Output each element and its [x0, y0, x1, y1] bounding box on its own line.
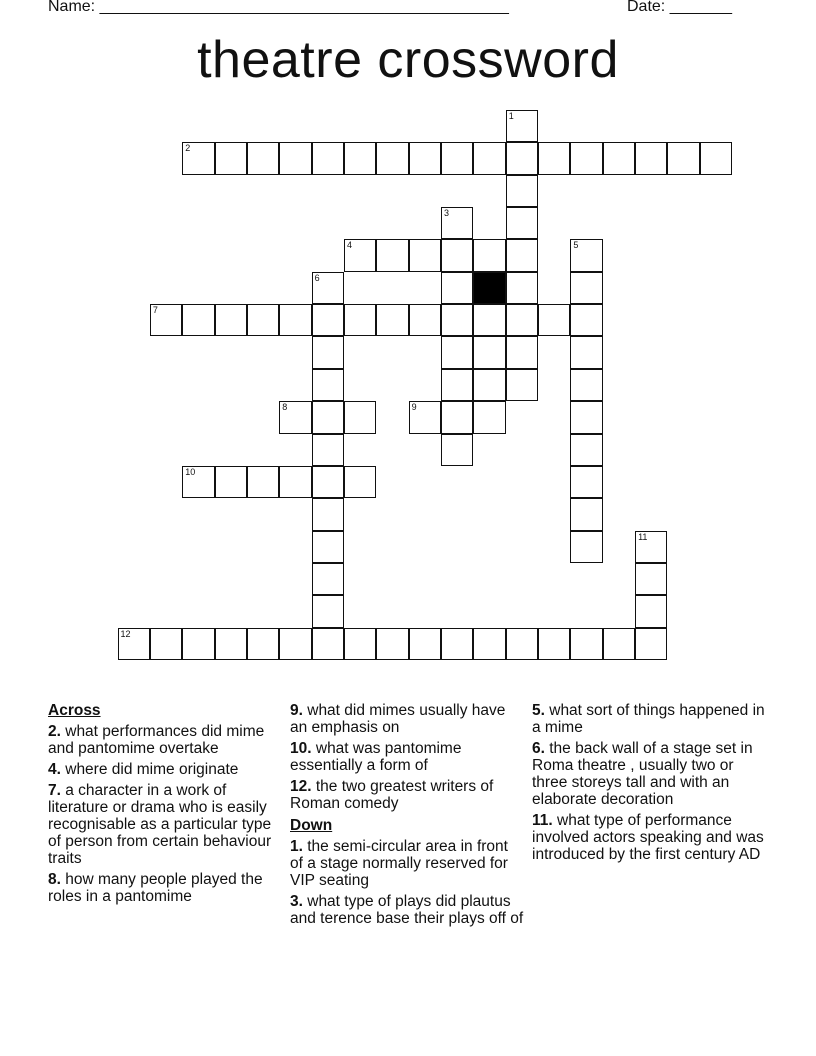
grid-cell[interactable] — [506, 175, 538, 207]
grid-cell[interactable] — [603, 142, 635, 174]
clue-down-6: 6. the back wall of a stage set in Roma theatre , usually two or three storeys tall and with an elaborate decoration — [532, 740, 753, 808]
grid-cell[interactable] — [506, 207, 538, 239]
grid-cell[interactable] — [312, 563, 344, 595]
grid-cell[interactable] — [376, 239, 408, 271]
grid-cell[interactable] — [506, 142, 538, 174]
grid-cell[interactable] — [312, 272, 344, 304]
grid-cell[interactable] — [344, 142, 376, 174]
clue-number: 5 — [573, 240, 579, 251]
clue-number: 11 — [638, 531, 648, 542]
grid-cell[interactable] — [570, 466, 602, 498]
clue-number: 9 — [411, 402, 417, 413]
grid-cell[interactable] — [344, 401, 376, 433]
clue-across-7: 7. a character in a work of literature or drama who is easily recognisable as a particular type of person from certain behaviour traits — [48, 782, 272, 867]
clue-number: 2 — [185, 143, 191, 154]
grid-cell[interactable] — [473, 336, 505, 368]
grid-cell[interactable] — [118, 628, 150, 660]
grid-cell[interactable] — [473, 401, 505, 433]
grid-cell[interactable] — [409, 304, 441, 336]
grid-cell[interactable] — [182, 466, 214, 498]
grid-cell[interactable] — [570, 531, 602, 563]
grid-cell[interactable] — [441, 239, 473, 271]
grid-cell[interactable] — [344, 239, 376, 271]
grid-cell[interactable] — [182, 304, 214, 336]
clue-column-3 — [532, 700, 772, 863]
clue-column-1 — [48, 700, 283, 905]
grid-cell[interactable] — [473, 628, 505, 660]
grid-cell[interactable] — [279, 628, 311, 660]
grid-cell[interactable] — [409, 628, 441, 660]
grid-cell[interactable] — [441, 272, 473, 304]
clue-across-2: 2. what performances did mime and pantomime overtake — [48, 723, 265, 757]
grid-cell[interactable] — [441, 142, 473, 174]
black-cell — [473, 272, 505, 304]
clue-number: 12 — [120, 628, 131, 639]
grid-cell[interactable] — [312, 628, 344, 660]
grid-cell[interactable] — [473, 304, 505, 336]
grid-cell[interactable] — [570, 369, 602, 401]
grid-cell[interactable] — [150, 628, 182, 660]
clue-number: 10 — [185, 466, 196, 477]
clue-number: 4 — [346, 240, 352, 251]
grid-cell[interactable] — [215, 142, 247, 174]
grid-cell[interactable] — [635, 142, 667, 174]
grid-cell[interactable] — [312, 595, 344, 627]
grid-cell[interactable] — [635, 628, 667, 660]
grid-cell[interactable] — [700, 142, 732, 174]
grid-cell[interactable] — [473, 239, 505, 271]
clue-down-3: 3. what type of plays did plautus and terence base their plays off of — [290, 893, 524, 927]
grid-cell[interactable] — [441, 628, 473, 660]
grid-cell[interactable] — [182, 628, 214, 660]
clue-across-4: 4. where did mime originate — [48, 761, 239, 778]
grid-cell[interactable] — [344, 628, 376, 660]
grid-cell[interactable] — [570, 628, 602, 660]
clue-number: 7 — [152, 305, 158, 316]
grid-cell[interactable] — [603, 628, 635, 660]
grid-cell[interactable] — [247, 466, 279, 498]
grid-cell[interactable] — [441, 434, 473, 466]
clue-number: 8 — [282, 402, 288, 413]
grid-cell[interactable] — [376, 628, 408, 660]
grid-cell[interactable] — [215, 628, 247, 660]
grid-cell[interactable] — [441, 369, 473, 401]
page-title: theatre crossword — [197, 31, 619, 89]
grid-cell[interactable] — [215, 304, 247, 336]
grid-cell[interactable] — [376, 304, 408, 336]
grid-cell[interactable] — [279, 466, 311, 498]
grid-cell[interactable] — [279, 142, 311, 174]
grid-cell[interactable] — [247, 142, 279, 174]
grid-cell[interactable] — [570, 239, 602, 271]
clue-number: 1 — [508, 111, 514, 121]
grid-cell[interactable] — [247, 304, 279, 336]
grid-cell[interactable] — [409, 142, 441, 174]
grid-cell[interactable] — [376, 142, 408, 174]
name-field[interactable]: Name: ______________________________________________ — [48, 0, 509, 15]
clue-across-9: 9. what did mimes usually have an emphasis on — [290, 702, 506, 736]
grid-cell[interactable] — [538, 628, 570, 660]
grid-cell[interactable] — [667, 142, 699, 174]
grid-cell[interactable] — [570, 434, 602, 466]
clue-column-2 — [290, 700, 525, 927]
grid-cell[interactable] — [635, 531, 667, 563]
clue-across-8: 8. how many people played the roles in a pantomime — [48, 871, 263, 905]
grid-cell[interactable] — [635, 563, 667, 595]
grid-cell[interactable] — [570, 498, 602, 530]
grid-cell[interactable] — [279, 304, 311, 336]
grid-cell[interactable] — [409, 401, 441, 433]
grid-cell[interactable] — [570, 272, 602, 304]
grid-cell[interactable] — [279, 401, 311, 433]
grid-cell[interactable] — [344, 466, 376, 498]
grid-cell[interactable] — [215, 466, 247, 498]
down-heading: Down — [290, 817, 333, 834]
grid-cell[interactable] — [506, 110, 538, 142]
clue-down-11: 11. what type of performance involved actors speaking and was introduced by the first century AD — [532, 812, 764, 863]
grid-cell[interactable] — [635, 595, 667, 627]
grid-cell[interactable] — [344, 304, 376, 336]
grid-cell[interactable] — [312, 401, 344, 433]
grid-cell[interactable] — [570, 401, 602, 433]
date-field[interactable]: Date: _______ — [627, 0, 732, 15]
clue-down-5: 5. what sort of things happened in a mime — [532, 702, 765, 736]
grid-cell[interactable] — [409, 239, 441, 271]
clue-number: 6 — [314, 272, 320, 283]
grid-cell[interactable] — [473, 369, 505, 401]
grid-cell[interactable] — [506, 304, 538, 336]
grid-cell[interactable] — [312, 336, 344, 368]
grid-cell[interactable] — [538, 304, 570, 336]
grid-cell[interactable] — [312, 466, 344, 498]
grid-cell[interactable] — [312, 434, 344, 466]
grid-cell[interactable] — [312, 531, 344, 563]
grid-cell[interactable] — [538, 142, 570, 174]
across-heading: Across — [48, 702, 101, 719]
grid-cell[interactable] — [473, 142, 505, 174]
grid-cell[interactable] — [441, 304, 473, 336]
grid-cell[interactable] — [570, 336, 602, 368]
grid-cell[interactable] — [570, 142, 602, 174]
grid-cell[interactable] — [506, 239, 538, 271]
grid-cell[interactable] — [506, 628, 538, 660]
grid-cell[interactable] — [506, 336, 538, 368]
grid-cell[interactable] — [312, 304, 344, 336]
grid-cell[interactable] — [570, 304, 602, 336]
clue-across-12: 12. the two greatest writers of Roman comedy — [290, 778, 494, 812]
grid-cell[interactable] — [441, 207, 473, 239]
grid-cell[interactable] — [312, 498, 344, 530]
clue-number: 3 — [444, 208, 450, 219]
grid-cell[interactable] — [441, 336, 473, 368]
grid-cell[interactable] — [247, 628, 279, 660]
grid-cell[interactable] — [506, 272, 538, 304]
grid-cell[interactable] — [182, 142, 214, 174]
clue-down-1: 1. the semi-circular area in front of a stage normally reserved for VIP seating — [290, 838, 508, 889]
grid-cell[interactable] — [506, 369, 538, 401]
clue-across-10: 10. what was pantomime essentially a form of — [290, 740, 462, 774]
grid-cell[interactable] — [441, 401, 473, 433]
grid-cell[interactable] — [312, 369, 344, 401]
grid-cell[interactable] — [312, 142, 344, 174]
grid-cell[interactable] — [150, 304, 182, 336]
